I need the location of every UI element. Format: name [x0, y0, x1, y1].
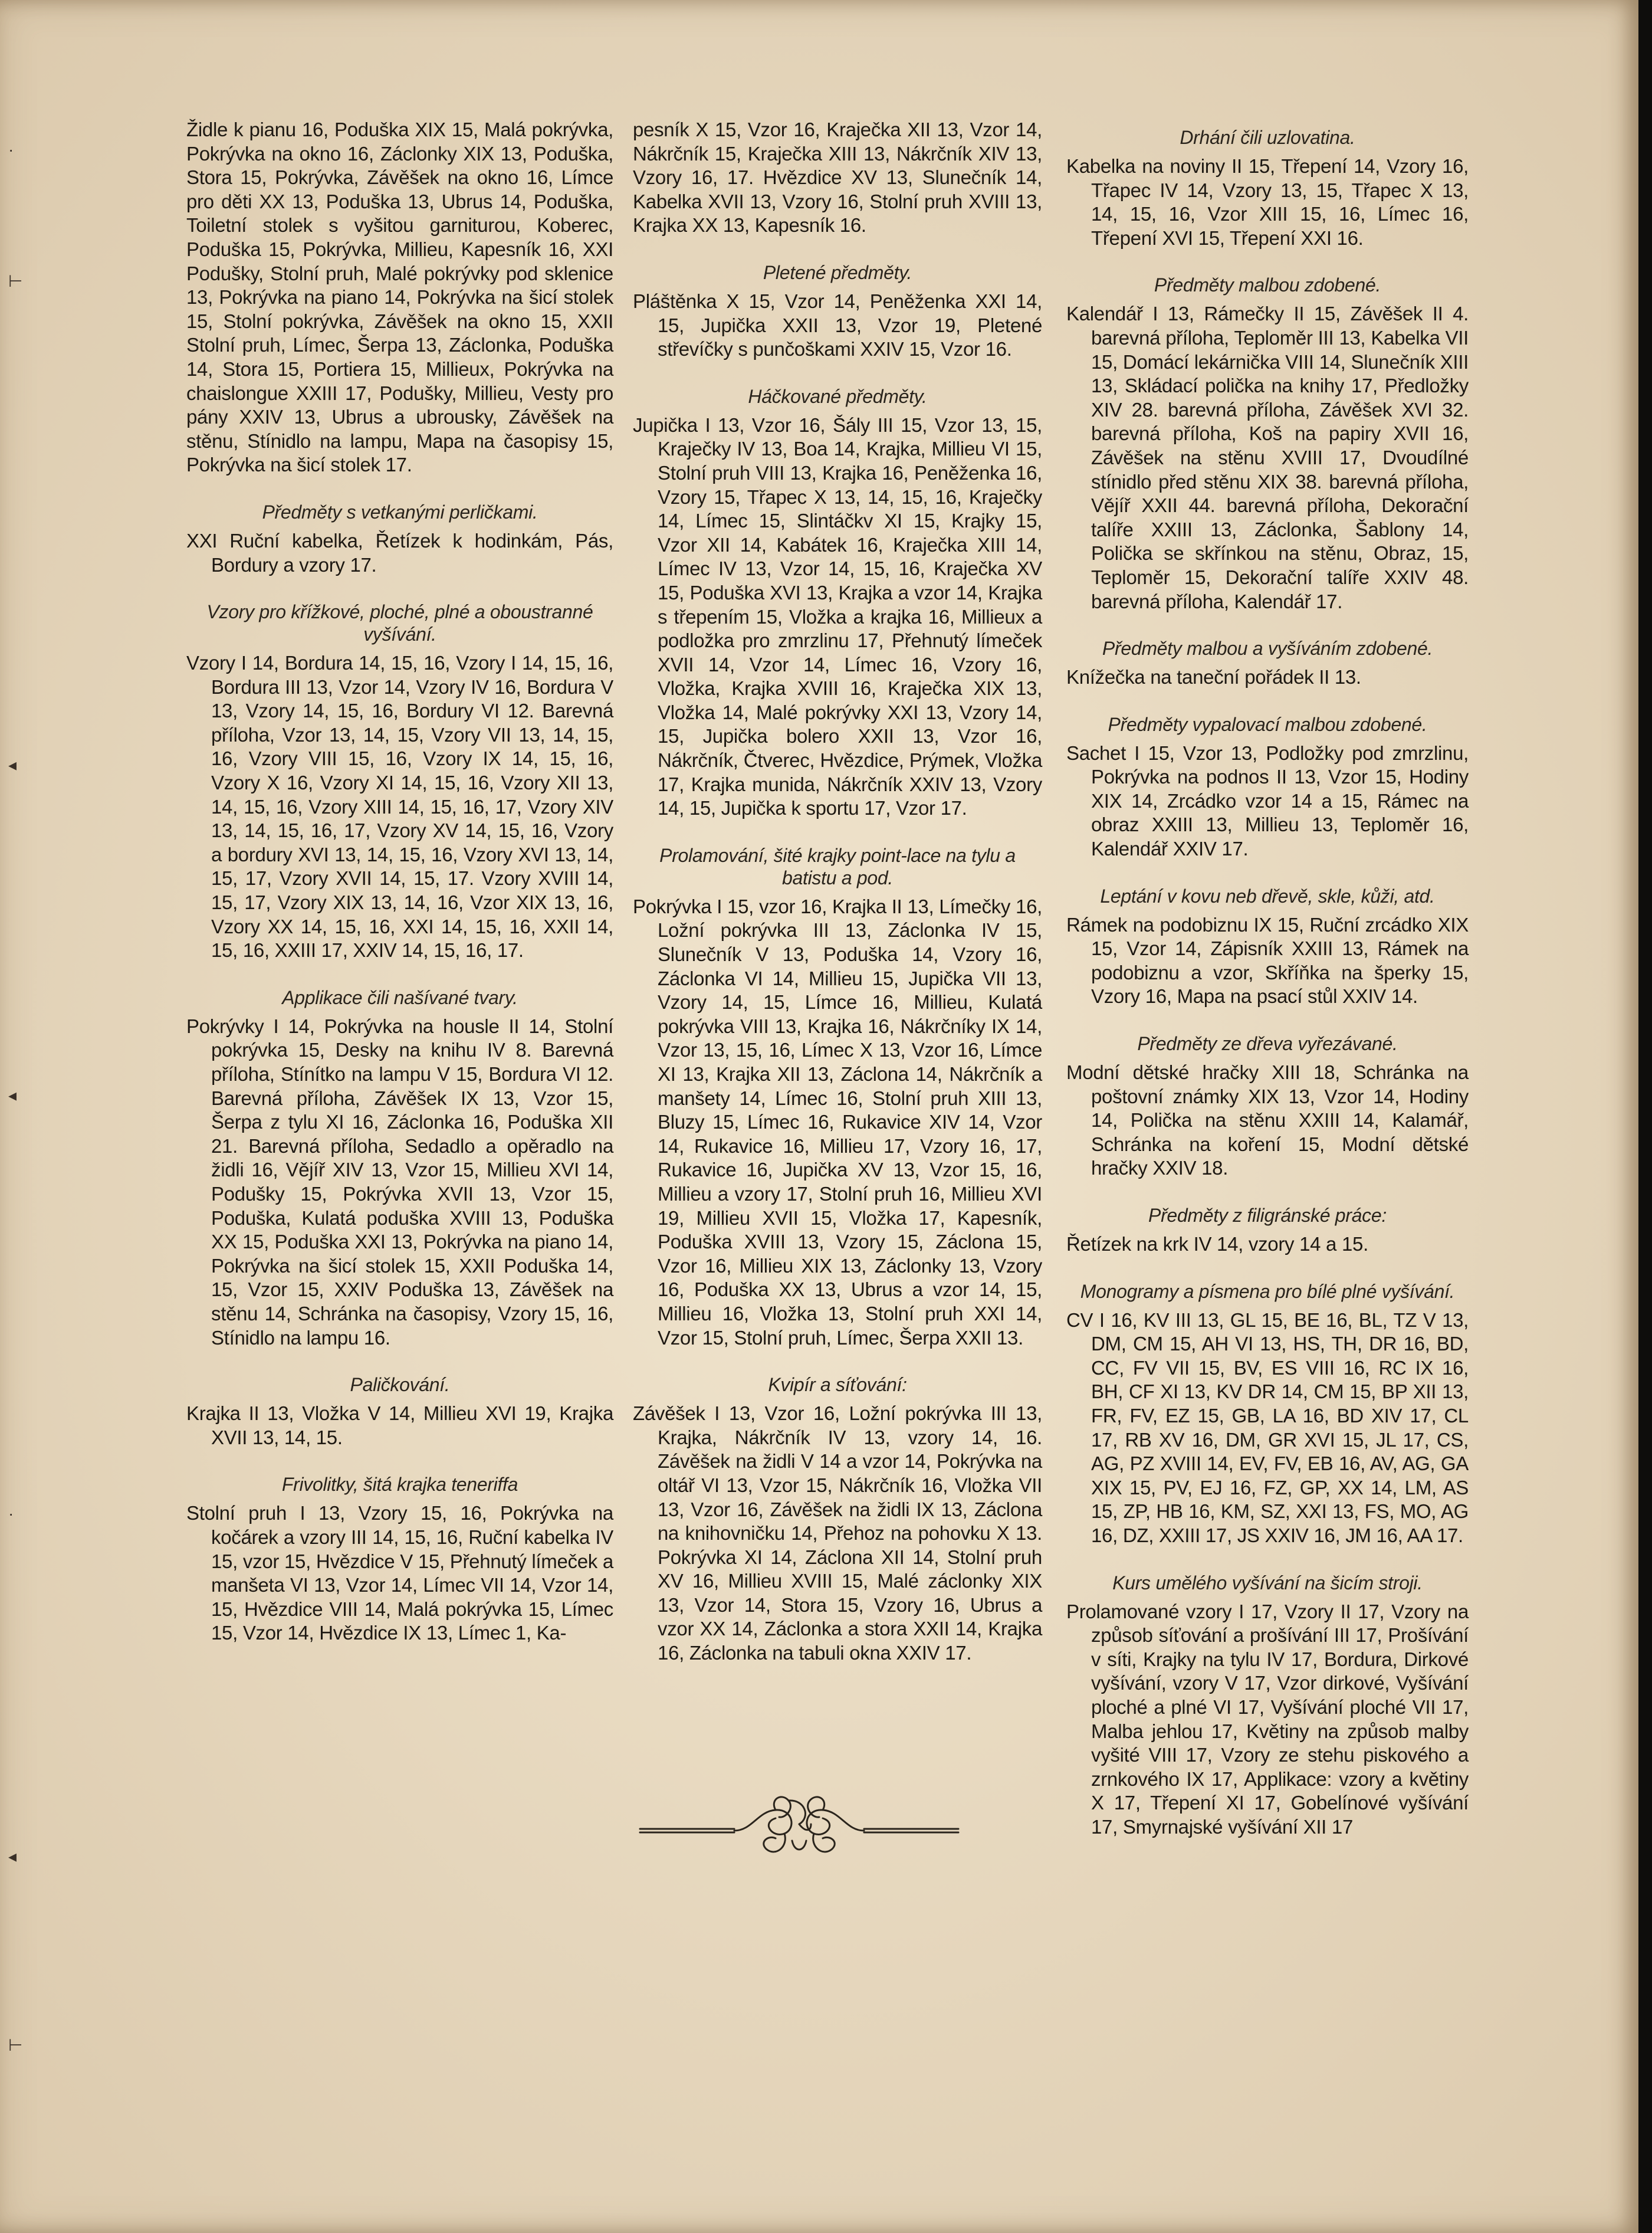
section-heading: Kurs umělého vyšívání na šicím stroji.	[1112, 1572, 1423, 1593]
section-heading: Předměty malbou zdobené.	[1154, 274, 1381, 296]
section-heading: Frivolitky, šitá krajka teneriffa	[281, 1474, 518, 1496]
index-entry: Kalendář I 13, Rámečky II 15, Závěšek II 4. barevná příloha, Teploměr III 13, Kabelka VII 15, Domácí lekárnička VIII 14, Slunečník XIII 13, Skládací polička na knihy 17, Předložky XIV 28. barevná příloha, Závěšek XVI 32. barevná příloha, Koš na papiry XVII 16, Závěšek na stěnu XVIII 17, Dvoudílné stínidlo před stěnu XIX 38. barevná příloha, Vějíř XXII 44. barevná příloha, Dekorační talíře XXIII 13, Záclonka, Šablony 14, Polička se skřínkou na stěnu, Obraz, 15, Teploměr 15, Dekorační talíře XXIV 48. barevná příloha, Kalendář 17.	[1066, 303, 1469, 612]
index-entry: Pokrývka I 15, vzor 16, Krajka II 13, Límečky 16, Ložní pokrývka III 13, Záclonka IV 15, Slunečník V 13, Poduška 14, Vzory 16, Záclonka VI 14, Millieu 15, Jupička VII 13, Vzory 14, 15, Límce 16, Millieu, Kulatá pokrývka VIII 13, Krajka 16, Nákrčníky IX 14, Vzor 13, 15, 16, Límec X 13, Vzor 16, Límce XI 13, Krajka XII 13, Záclona 14, Nákrčník a manšety 14, Límec 16, Stolní pruh XIII 13, Bluzy 15, Límec 16, Rukavice XIV 14, Vzor 14, Rukavice 16, Millieu 17, Vzory 16, 17, Rukavice 16, Jupička XV 13, Vzor 15, 16, Millieu a vzory 17, Stolní pruh 16, Millieu XVI 19, Millieu XVII 15, Vložka 17, Kapesník, Poduška XVIII 13, Vzory 15, Záclona 15, Vzor 16, Millieu XIX 13, Záclonky 13, Vzory 16, Poduška XX 13, Ubrus a vzor 14, 15, Millieu 16, Vložka 13, Stolní pruh XXI 14, Vzor 15, Stolní pruh, Límec, Šerpa XXII 13.	[633, 895, 1042, 1349]
margin-mark: ◂	[8, 1086, 17, 1104]
section-heading: Předměty malbou a vyšíváním zdobené.	[1102, 638, 1433, 660]
index-entry: Modní dětské hračky XIII 18, Schránka na poštovní známky XIX 13, Vzor 14, Hodiny 14, Polička na stěnu XXIII 14, Kalamář, Schránka na koření 15, Modní dětské hračky XXIV 18.	[1066, 1061, 1469, 1179]
section-heading: Paličkování.	[350, 1374, 450, 1396]
margin-mark: ·	[8, 140, 14, 159]
margin-mark: ⊢	[8, 2036, 23, 2054]
margin-mark: ⊢	[8, 272, 23, 290]
section-heading: Háčkované předměty.	[748, 385, 927, 407]
section-heading: Prolamování, šité krajky point-lace na tylu a batistu a pod.	[659, 844, 1016, 888]
section-heading: Předměty s vetkanými perličkami.	[262, 501, 538, 523]
margin-mark: ◂	[8, 756, 17, 774]
index-entry: Stolní pruh I 13, Vzory 15, 16, Pokrývka na kočárek a vzory III 14, 15, 16, Ruční kabelka IV 15, vzor 15, Hvězdice V 15, Přehnutý límeček a manšeta VI 13, Vzor 14, Límec VII 14, Vzor 14, 15, Hvězdice VIII 14, Malá pokrývka 15, Límec 15, Vzor 14, Hvězdice IX 13, Límec 1, Ka-	[186, 1502, 613, 1644]
index-entry: Závěšek I 13, Vzor 16, Ložní pokrývka III 13, Krajka, Nákrčník IV 13, vzory 14, 16. Závěšek na židli V 14 a vzor 14, Pokrývka na oltář VI 13, Vzor 15, Nákrčník 16, Vložka VII 13, Vzor 16, Závěšek na židli IX 13, Záclona na knihovničku 14, Přehoz na pohovku X 13. Pokrývka XI 14, Záclona XII 14, Stolní pruh XV 16, Millieu XVIII 15, Malé záclonky XIX 13, Vzor 14, Stora 15, Vzory 16, Ubrus a vzor XX 14, Záclonka a stora XXII 14, Krajka 16, Záclonka na tabuli okna XXIV 17.	[633, 1402, 1042, 1664]
index-entry: Sachet I 15, Vzor 13, Podložky pod zmrzlinu, Pokrývka na podnos II 13, Vzor 15, Hodiny XIX 14, Zrcádko vzor 14 a 15, Rámec na obraz XXIII 13, Millieu 13, Teploměr 16, Kalendář XXIV 17.	[1066, 742, 1469, 860]
index-column-right	[1066, 118, 1469, 1839]
index-entry: Řetízek na krk IV 14, vzory 14 a 15.	[1066, 1233, 1368, 1255]
section-heading: Monogramy a písmena pro bílé plné vyšívání.	[1080, 1280, 1455, 1302]
section-heading: Předměty z filigránské práce:	[1148, 1205, 1387, 1226]
index-entry: pesník X 15, Vzor 16, Kraječka XII 13, Vzor 14, Nákrčník 15, Kraječka XIII 13, Nákrčník XIV 13, Vzory 16, 17. Hvězdice XV 13, Slunečník 14, Kabelka XVII 13, Vzory 16, Stolní pruh XVIII 13, Krajka XX 13, Kapesník 16.	[633, 119, 1042, 237]
index-entry: XXI Ruční kabelka, Řetízek k hodinkám, Pás, Bordury a vzory 17.	[186, 529, 613, 576]
index-entry: Pláštěnka X 15, Vzor 14, Peněženka XXI 14, 15, Jupička XXII 13, Vzor 19, Pletené střevíčky s punčoškami XXIV 15, Vzor 16.	[633, 290, 1042, 360]
index-entry: Vzory I 14, Bordura 14, 15, 16, Vzory I 14, 15, 16, Bordura III 13, Vzor 14, Vzory IV 16, Bordura V 13, Vzory 14, 15, 16, Bordury VI 12. Barevná příloha, Vzor 13, 14, 15, Vzory VII 13, 14, 15, 16, Vzory VIII 15, 16, Vzory IX 14, 15, 16, Vzory X 16, Vzory XI 14, 15, 16, Vzory XII 13, 14, 15, 16, Vzory XIII 14, 15, 16, 17, Vzory XIV 13, 14, 15, 16, 17, Vzory XV 14, 15, 16, Vzory a bordury XVI 13, 14, 15, 16, Vzory XVI 13, 14, 15, 17, Vzory XVII 14, 15, 17. Vzory XVIII 14, 15, 17, Vzory XIX 13, 14, 16, Vzor XIX 13, 16, Vzory XX 14, 15, 16, XXI 14, 15, 16, XXII 14, 15, 16, XXIII 17, XXIV 14, 15, 16, 17.	[186, 652, 613, 962]
margin-mark: ◂	[8, 1847, 17, 1865]
section-heading: Applikace čili našívané tvary.	[282, 986, 518, 1008]
floral-ornament	[634, 1788, 964, 1864]
section-heading: Vzory pro křížkové, ploché, plné a oboustranné vyšívání.	[206, 601, 593, 645]
section-heading: Leptání v kovu neb dřevě, skle, kůži, atd.	[1100, 885, 1435, 907]
index-entry: Knížečka na taneční pořádek II 13.	[1066, 666, 1361, 688]
index-entry: Krajka II 13, Vložka V 14, Millieu XVI 19, Krajka XVII 13, 14, 15.	[186, 1402, 613, 1448]
section-heading: Pletené předměty.	[763, 261, 912, 283]
index-entry: Jupička I 13, Vzor 16, Šály III 15, Vzor 13, 15, Kraječky IV 13, Boa 14, Krajka, Millieu VI 15, Stolní pruh VIII 13, Krajka 16, Peněženka 16, Vzory 15, Třapec X 13, 14, 15, 16, Kraječky 14, Límec 15, Slintáčkv XI 15, Krajky 15, Vzor XII 14, Kabátek 16, Kraječka XIII 14, Límec IV 13, Vzor 14, 15, 16, Kraječka XV 15, Poduška XVI 13, Krajka a vzor 14, Krajka s třepením 15, Vložka a krajka 16, Millieux a podložka pro zmrzlinu 17, Přehnutý límeček XVII 14, Vzor 14, Límec 16, Vzory 16, Vložka, Krajka XVIII 16, Kraječka XIX 13, Vložka 14, Malé pokrývky XXI 13, Vzory 14, 15, Jupička bolero XXII 13, Vzor 16, Nákrčník, Čtverec, Hvězdice, Prýmek, Vložka 17, Krajka munida, Nákrčník XXIV 13, Vzory 14, 15, Jupička k sportu 17, Vzor 17.	[633, 414, 1042, 819]
section-heading: Předměty ze dřeva vyřezávané.	[1137, 1033, 1398, 1055]
index-entry: CV I 16, KV III 13, GL 15, BE 16, BL, TZ V 13, DM, CM 15, AH VI 13, HS, TH, DR 16, BD, CC, FV VII 15, BV, ES VIII 16, RC IX 16, BH, CF XI 13, KV DR 14, CM 15, BP XII 13, FR, FV, EZ 15, GB, LA 16, BD XIV 17, CL 17, RB XV 16, DM, GR XVI 15, JL 17, CS, AG, PZ XVIII 14, EV, FV, EB 16, AV, AG, GA XIX 15, PV, EJ 16, FZ, GP, XX 14, LM, AS 15, ZP, HB 16, KM, SZ, XXI 13, FS, MO, AG 16, DZ, XXIII 17, JS XXIV 16, JM 16, AA 17.	[1066, 1309, 1469, 1546]
index-entry: Pokrývky I 14, Pokrývka na housle II 14, Stolní pokrývka 15, Desky na knihu IV 8. Barevná příloha, Stínítko na lampu V 15, Bordura VI 12. Barevná příloha, Závěšek IX 13, Vzor 15, Šerpa z tylu XI 16, Záclonka 16, Poduška XII 21. Barevná příloha, Sedadlo a opěradlo na židli 16, Vějíř XIV 13, Vzor 15, Millieu XVI 14, Podušky 15, Pokrývka XVII 13, Vzor 15, Poduška, Kulatá poduška XVIII 13, Poduška XX 15, Poduška XXI 13, Pokrývka na piano 14, Pokrývka na šicí stolek 15, XXII Poduška 14, 15, Vzor 15, XXIV Poduška 13, Závěšek na stěnu 14, Schránka na časopisy, Vzory 15, 16, Stínidlo na lampu 16.	[186, 1015, 613, 1349]
section-heading: Předměty vypalovací malbou zdobené.	[1108, 713, 1427, 735]
scan-edge	[1638, 0, 1652, 2233]
index-entry: Židle k pianu 16, Poduška XIX 15, Malá pokrývka, Pokrývka na okno 16, Záclonky XIX 13, Poduška, Stora 15, Pokrývka, Závěšek na okno 16, Límce pro děti XX 13, Poduška 13, Ubrus 14, Poduška, Toiletní stolek s vyšitou garniturou, Koberec, Poduška 15, Pokrývka, Millieu, Kapesník 16, XXI Podušky, Stolní pruh, Malé pokrývky pod sklenice 13, Pokrývka na piano 14, Pokrývka na šicí stolek 15, Stolní pokrývka, Závěšek na okno 15, XXII Stolní pruh, Límec, Šerpa 13, Záclonka, Poduška 14, Stora 15, Portiera 15, Millieux, Pokrývka na chaislongue XXIII 17, Podušky, Millieu, Vesty pro pány XXIV 13, Ubrus a ubrousky, Závěšek na stěnu, Stínidlo na lampu, Mapa na časopisy 15, Pokrývka na šicí stolek 17.	[186, 119, 613, 476]
margin-mark: ·	[8, 1504, 14, 1523]
section-heading: Drhání čili uzlovatina.	[1180, 127, 1355, 148]
index-column-middle	[633, 118, 1042, 1665]
index-entry: Rámek na podobiznu IX 15, Ruční zrcádko XIX 15, Vzor 14, Zápisník XXIII 13, Rámek na podobiznu a vzor, Skříňka na šperky 15, Vzory 16, Mapa na psací stůl XXIV 14.	[1066, 913, 1469, 1008]
section-heading: Kvipír a síťování:	[768, 1374, 907, 1396]
index-column-left	[186, 118, 613, 1645]
index-entry: Prolamované vzory I 17, Vzory II 17, Vzory na způsob síťování a prošívání III 17, Prošívání v síti, Krajky na tylu IV 17, Bordura, Dirkové vyšívání, vzory V 17, Vzor dirkové, Vyšívání ploché a plné VI 17, Vyšívání ploché VII 17, Malba jehlou 17, Květiny na způsob malby vyšité VIII 17, Vzory ze stehu piskového a zrnkového IX 17, Applikace: vzory a květiny X 17, Třepení XI 17, Gobelínové vyšívání 17, Smyrnajské vyšívání XII 17	[1066, 1600, 1469, 1838]
index-entry: Kabelka na noviny II 15, Třepení 14, Vzory 16, Třapec IV 14, Vzory 13, 15, Třapec X 13, 14, 15, 16, Vzor XIII 15, 16, Límec 16, Třepení XVI 15, Třepení XXI 16.	[1066, 155, 1469, 249]
